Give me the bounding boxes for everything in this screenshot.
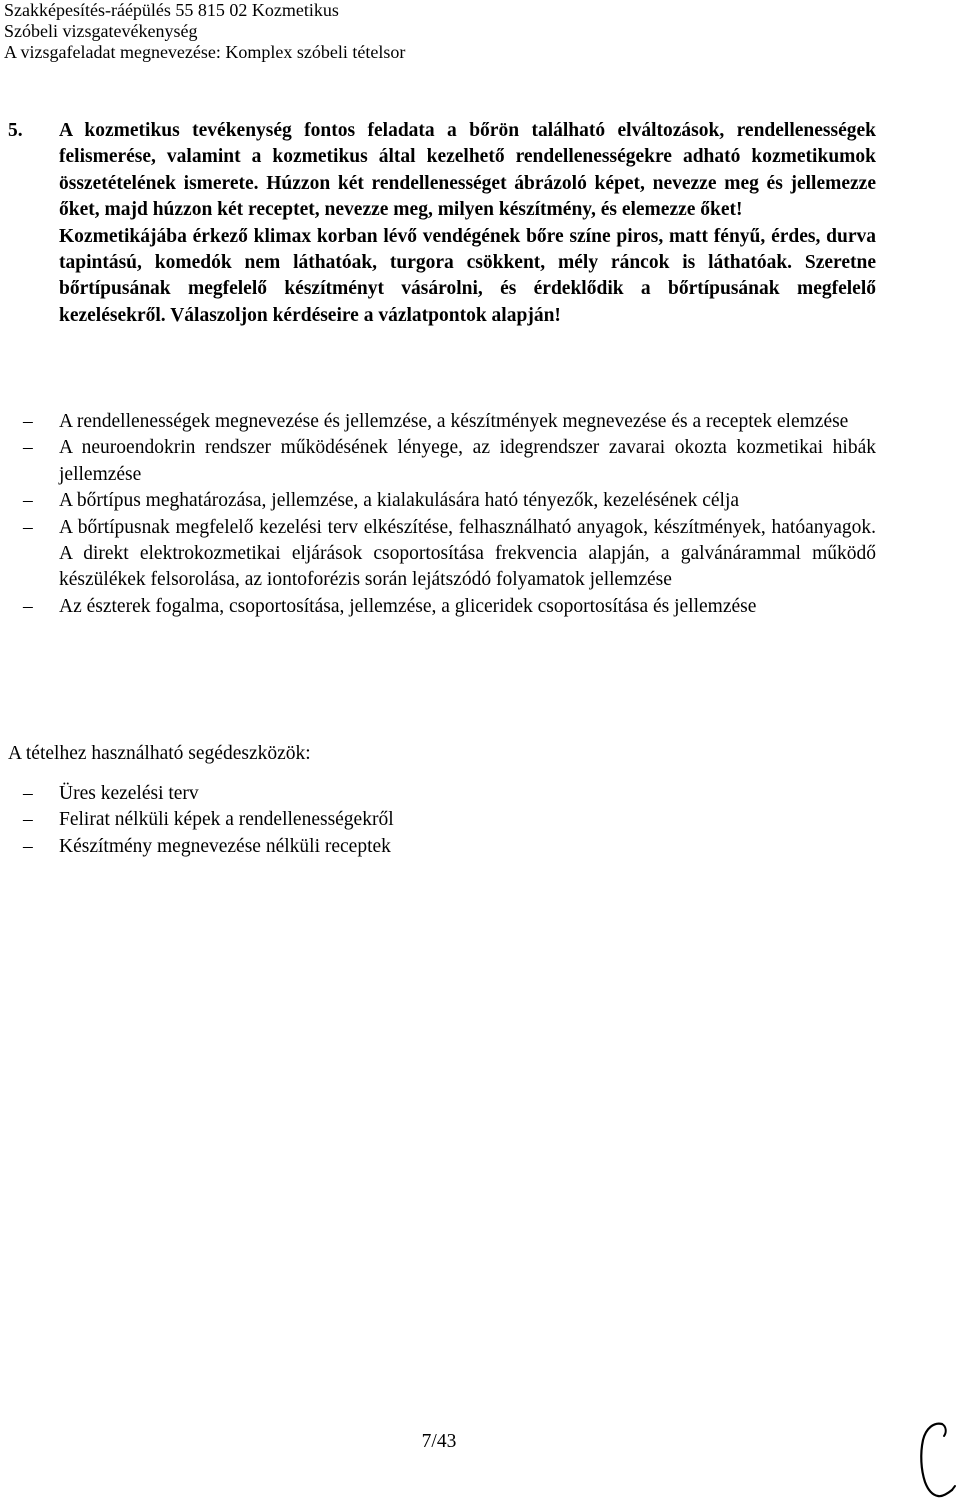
list-item	[23, 781, 876, 807]
question-block	[8, 118, 876, 329]
list-item	[23, 807, 876, 833]
topic-text: A rendellenességek megnevezése és jellemzése, a készítmények megnevezése és a receptek elemzése	[59, 411, 849, 432]
page-header	[4, 0, 405, 63]
dash-bullet: –	[23, 437, 33, 459]
header-task-name: A vizsgafeladat megnevezése: Komplex szóbeli tételsor	[4, 42, 406, 62]
dash-bullet: –	[23, 411, 33, 432]
list-item	[23, 834, 876, 860]
dash-bullet: –	[23, 595, 33, 617]
list-item	[23, 409, 876, 435]
header-qualification: Szakképesítés-ráépülés 55 815 02 Kozmetikus	[4, 0, 339, 20]
dash-bullet: –	[23, 783, 33, 804]
dash-bullet: –	[23, 809, 33, 831]
dash-bullet: –	[23, 516, 33, 538]
handwritten-signature	[912, 1418, 956, 1500]
dash-bullet: –	[23, 835, 33, 857]
list-item	[23, 515, 876, 594]
tool-text: Felirat nélküli képek a rendellenességekről	[59, 809, 394, 831]
tool-text: Üres kezelési terv	[59, 783, 199, 804]
topic-text: A neuroendokrin rendszer működésének lényege, az idegrendszer zavarai okozta kozmetikai hibák jellemzése	[59, 437, 876, 485]
question-number: 5.	[8, 120, 23, 141]
page-number: 7/43	[421, 1431, 457, 1452]
question-body	[59, 118, 876, 329]
tool-text: Készítmény megnevezése nélküli receptek	[59, 835, 391, 857]
header-exam-activity: Szóbeli vizsgatevékenység	[4, 21, 198, 41]
question-task-paragraph: A kozmetikus tevékenység fontos feladata a bőrön található elváltozások, rendellenességek felismerése, valamint a kozmetikus által kezelhető rendellenességekre adható kozmetikumok összetételének ismerete. Húzzon két rendellenességet ábrázoló képet, nevezze meg és jellemezze őket, majd húzzon két receptet, nevezze meg, milyen készítmény, és elemezze őket!	[59, 120, 876, 221]
tools-list	[23, 781, 876, 860]
tools-heading: A tételhez használható segédeszközök:	[8, 743, 311, 764]
topic-text: A bőrtípusnak megfelelő kezelési terv elkészítése, felhasználható anyagok, készítmények, hatóanyagok. A direkt elektrokozmetikai eljárások csoportosítása frekvencia alapján, a galvánárammal működő készülékek felsorolása, az iontoforézis során lejátszódó folyamatok jellemzése	[59, 516, 876, 591]
topic-text: Az észterek fogalma, csoportosítása, jellemzése, a gliceridek csoportosítása és jellemzése	[59, 595, 757, 617]
dash-bullet: –	[23, 490, 33, 512]
list-item	[23, 594, 876, 620]
outline-topics-list	[23, 409, 876, 620]
list-item	[23, 435, 876, 488]
list-item	[23, 488, 876, 514]
topic-text: A bőrtípus meghatározása, jellemzése, a kialakulására ható tényezők, kezelésének célja	[59, 490, 740, 512]
question-case-paragraph: Kozmetikájába érkező klimax korban lévő vendégének bőre színe piros, matt fényű, érdes, durva tapintású, komedók nem láthatóak, turgora csökkent, mély ráncok is láthatóak. Szeretne bőrtípusának megfelelő készítményt vásárolni, és érdeklődik a bőrtípusának megfelelő kezelésekről. Válaszoljon kérdéseire a vázlatpontok alapján!	[59, 225, 876, 326]
